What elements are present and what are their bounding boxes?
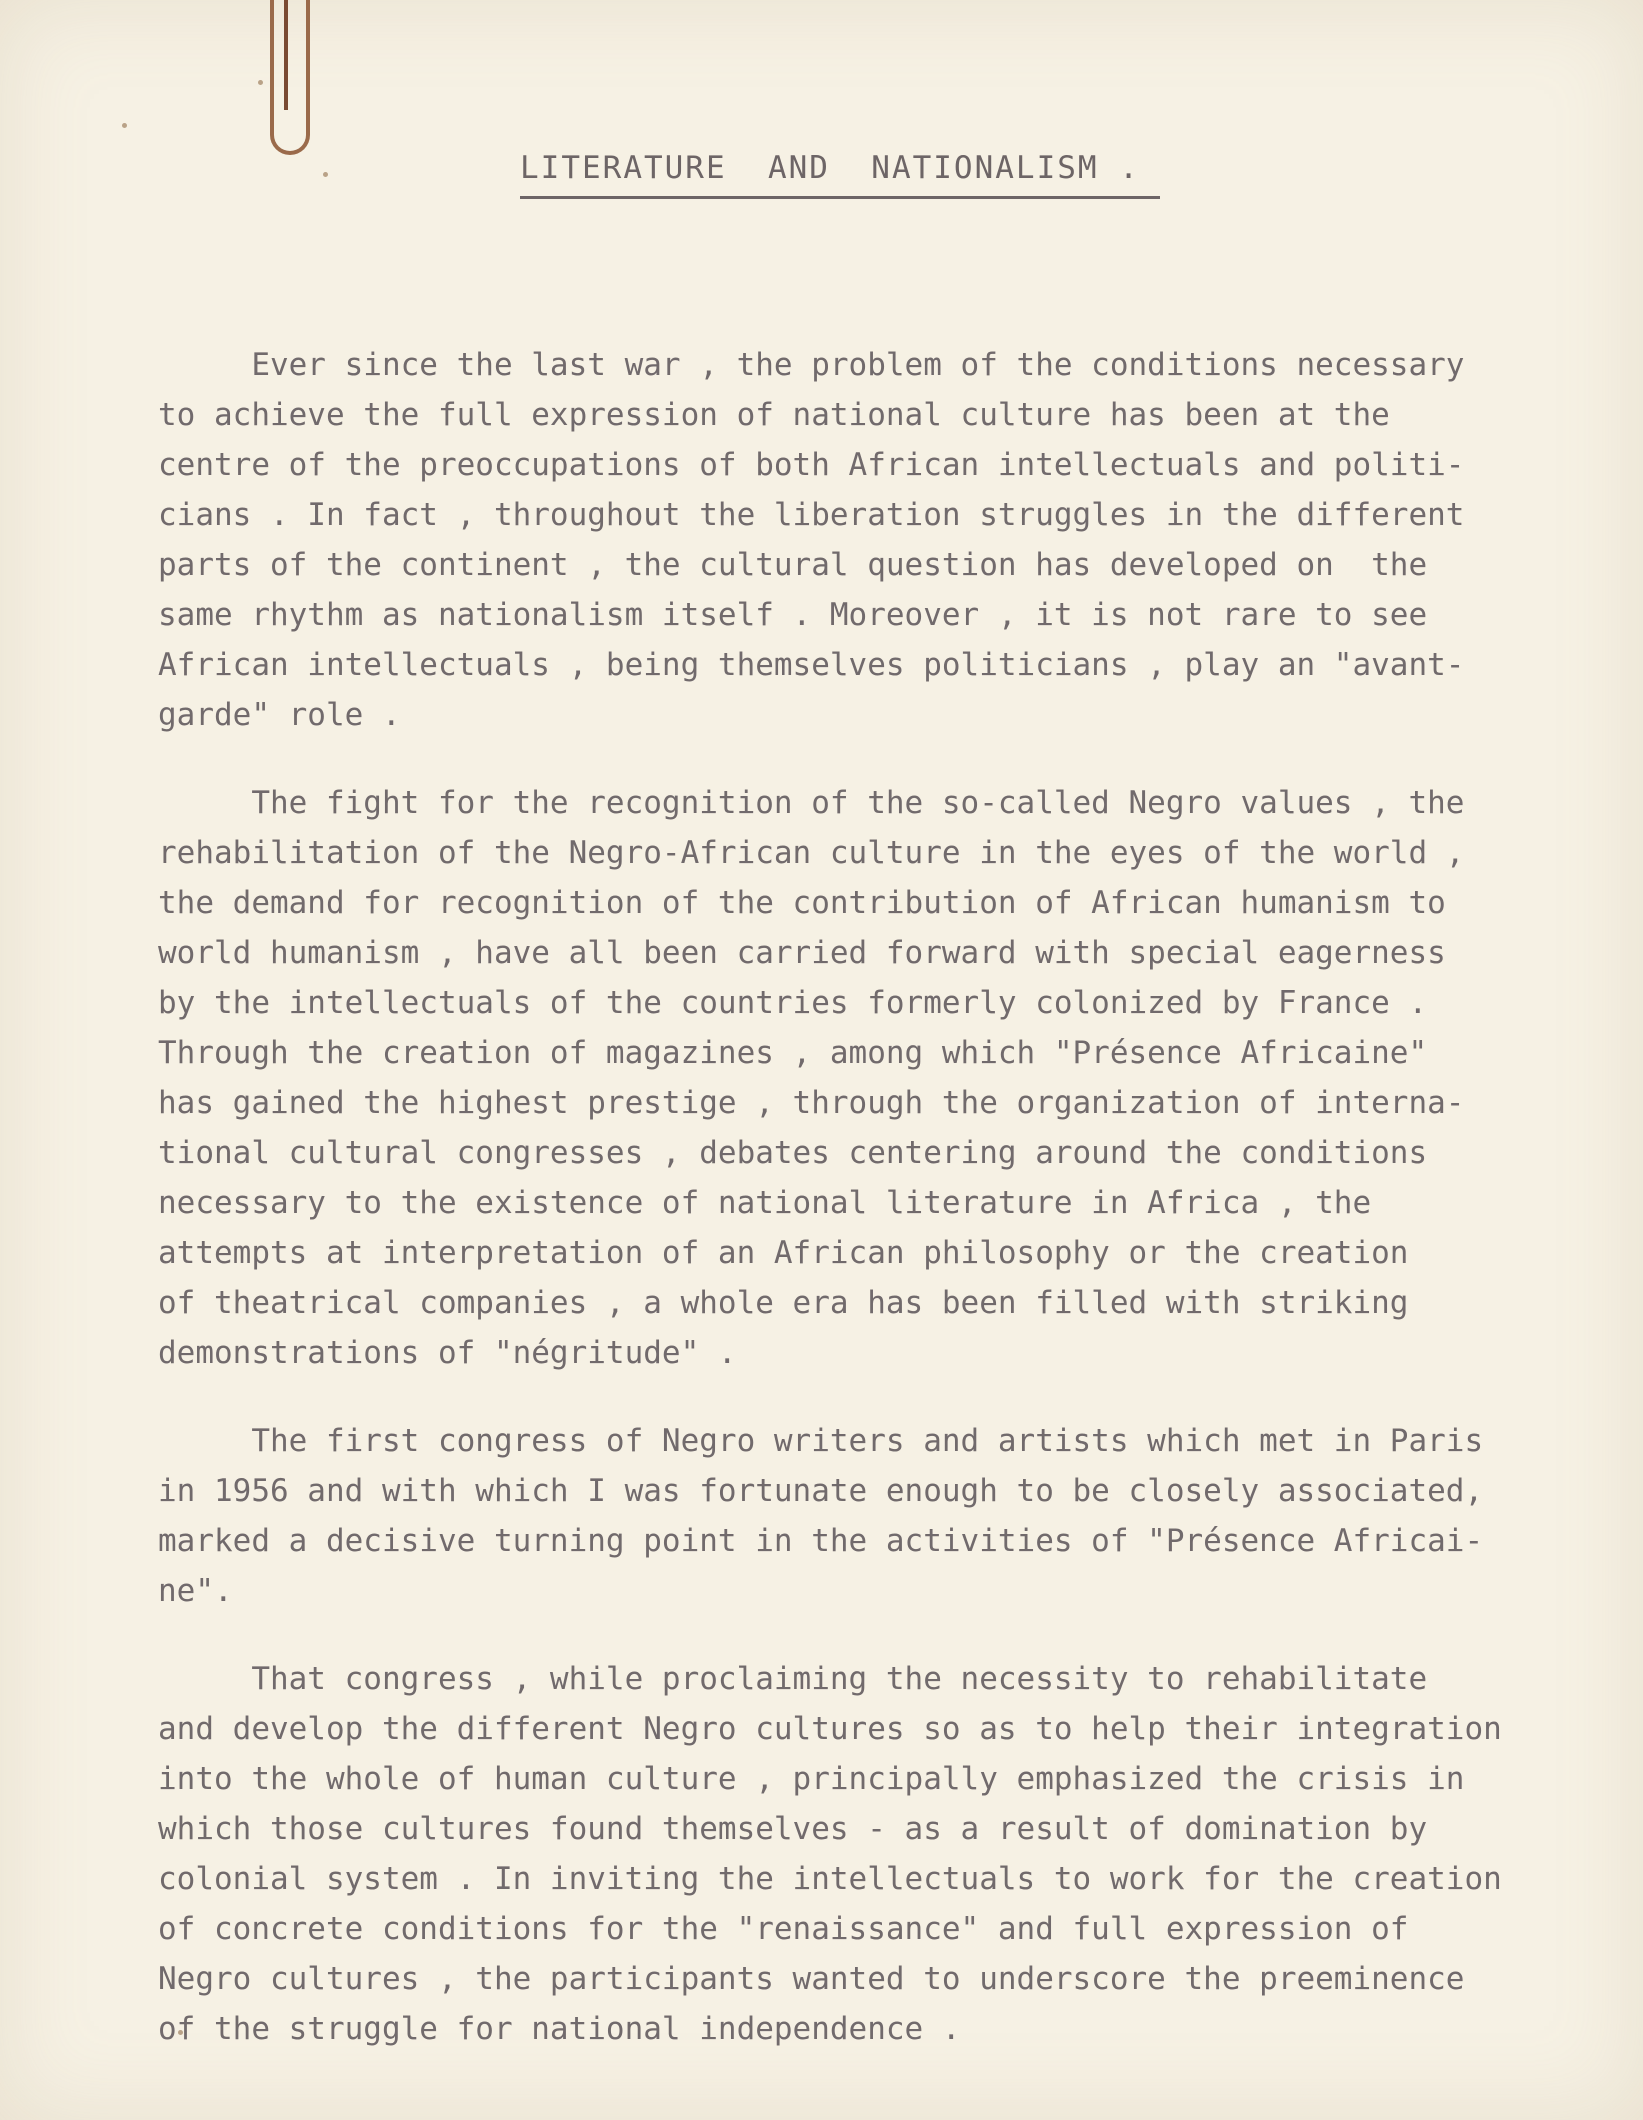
text-line: and develop the different Negro cultures so as to help their integration <box>158 1711 1502 1747</box>
text-line: African intellectuals , being themselves politicians , play an "avant- <box>158 647 1465 683</box>
text-line: Ever since the last war , the problem of the conditions necessary <box>158 347 1465 383</box>
text-line: centre of the preoccupations of both African intellectuals and politi- <box>158 447 1465 483</box>
text-line: garde" role . <box>158 697 401 733</box>
document-title: LITERATURE AND NATIONALISM . <box>520 150 1160 199</box>
paper-speck <box>122 123 127 128</box>
text-line: of concrete conditions for the "renaissance" and full expression of <box>158 1911 1409 1947</box>
text-line: parts of the continent , the cultural question has developed on the <box>158 547 1428 583</box>
text-line: necessary to the existence of national literature in Africa , the <box>158 1185 1372 1221</box>
text-line: the demand for recognition of the contribution of African humanism to <box>158 885 1446 921</box>
paragraph <box>158 340 1628 740</box>
paper-speck <box>323 172 328 177</box>
paragraph <box>158 778 1628 1378</box>
text-line: That congress , while proclaiming the necessity to rehabilitate <box>158 1661 1428 1697</box>
text-line: rehabilitation of the Negro-African culture in the eyes of the world , <box>158 835 1465 871</box>
text-line: of theatrical companies , a whole era has been filled with striking <box>158 1285 1409 1321</box>
text-line: colonial system . In inviting the intellectuals to work for the creation <box>158 1861 1502 1897</box>
text-line: of the struggle for national independence . <box>158 2011 961 2047</box>
text-line: into the whole of human culture , principally emphasized the crisis in <box>158 1761 1465 1797</box>
text-line: The fight for the recognition of the so-called Negro values , the <box>158 785 1465 821</box>
text-line: ne". <box>158 1573 233 1609</box>
text-line: has gained the highest prestige , through the organization of interna- <box>158 1085 1465 1121</box>
text-line: Through the creation of magazines , among which "Présence Africaine" <box>158 1035 1428 1071</box>
text-line: which those cultures found themselves - as a result of domination by <box>158 1811 1428 1847</box>
text-line: tional cultural congresses , debates centering around the conditions <box>158 1135 1428 1171</box>
document-body <box>158 340 1628 2092</box>
text-line: demonstrations of "négritude" . <box>158 1335 737 1371</box>
text-line: by the intellectuals of the countries formerly colonized by France . <box>158 985 1428 1021</box>
text-line: in 1956 and with which I was fortunate enough to be closely associated, <box>158 1473 1484 1509</box>
paper-clip-wire <box>284 0 294 110</box>
text-line: marked a decisive turning point in the activities of "Présence Africai- <box>158 1523 1484 1559</box>
text-line: attempts at interpretation of an African philosophy or the creation <box>158 1235 1409 1271</box>
paper-speck <box>258 80 263 85</box>
text-line: Negro cultures , the participants wanted to underscore the preeminence <box>158 1961 1465 1997</box>
paragraph <box>158 1416 1628 1616</box>
paragraph <box>158 1654 1628 2054</box>
text-line: The first congress of Negro writers and artists which met in Paris <box>158 1423 1484 1459</box>
text-line: cians . In fact , throughout the liberation struggles in the different <box>158 497 1465 533</box>
text-line: world humanism , have all been carried forward with special eagerness <box>158 935 1446 971</box>
text-line: same rhythm as nationalism itself . Moreover , it is not rare to see <box>158 597 1428 633</box>
text-line: to achieve the full expression of national culture has been at the <box>158 397 1390 433</box>
